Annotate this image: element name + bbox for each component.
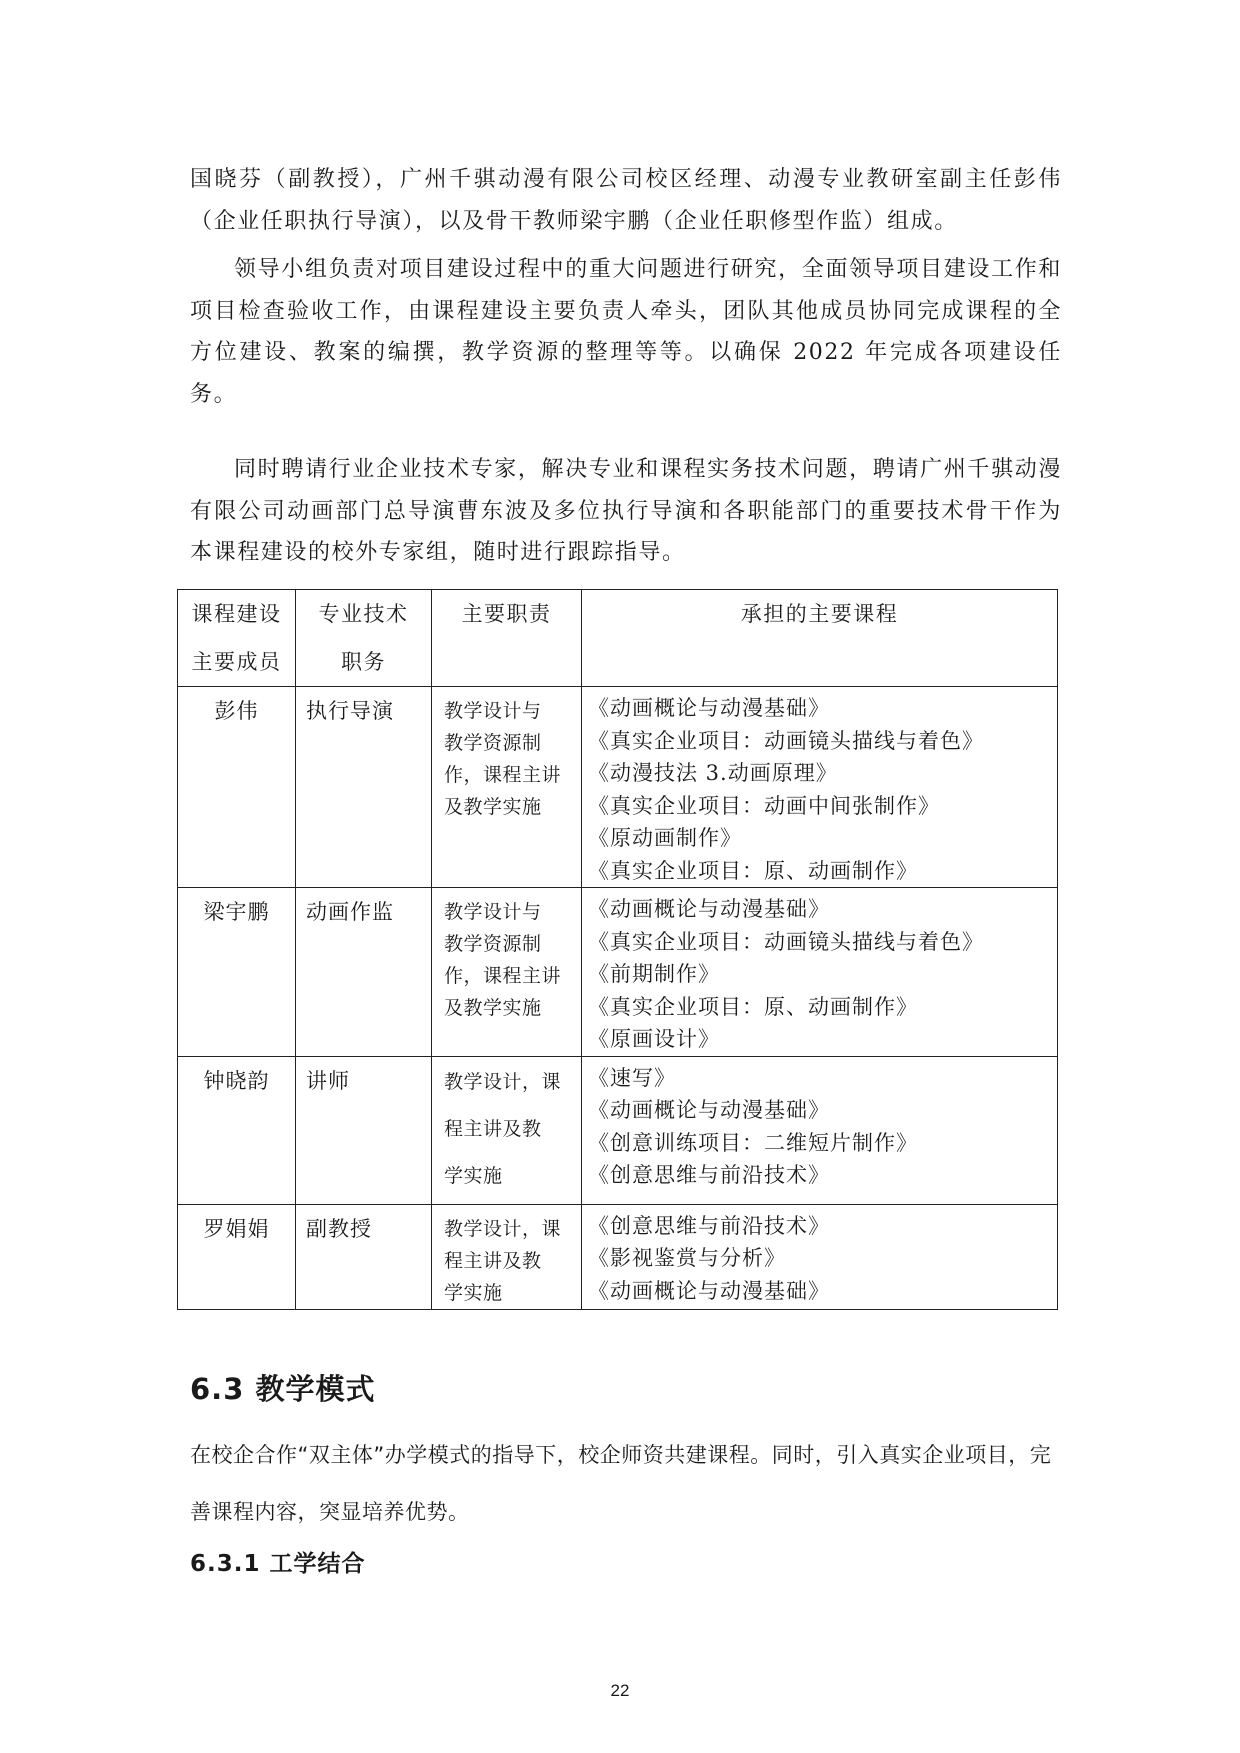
member-name: 梁宇鹏 (178, 888, 296, 1057)
member-name: 彭伟 (178, 687, 296, 888)
member-title: 副教授 (296, 1204, 432, 1309)
member-title: 动画作监 (296, 888, 432, 1057)
page-number: 22 (610, 1681, 630, 1700)
member-duty: 教学设计与 教学资源制 作，课程主讲 及教学实施 (432, 888, 582, 1057)
member-name: 罗娟娟 (178, 1204, 296, 1309)
table-header-row (178, 590, 1058, 687)
member-courses: 《动画概论与动漫基础》 《真实企业项目：动画镜头描线与着色》 《动漫技法 3.动画原理》 《真实企业项目：动画中间张制作》 《原动画制作》 《真实企业项目：原、动画制作》 (582, 687, 1058, 888)
member-courses: 《速写》 《动画概论与动漫基础》 《创意训练项目：二维短片制作》 《创意思维与前沿技术》 (582, 1056, 1058, 1204)
subsection-heading: 6.3.1 工学结合 (190, 1551, 366, 1577)
header-duty: 主要职责 (432, 590, 582, 687)
body-paragraph-3: 同时聘请行业企业技术专家，解决专业和课程实务技术问题，聘请广州千骐动漫有限公司动画部门总导演曹东波及多位执行导演和各职能部门的重要技术骨干作为本课程建设的校外专家组，随时进行跟踪指导。 (190, 457, 1062, 565)
table-row (178, 888, 1058, 1057)
member-title: 讲师 (296, 1056, 432, 1204)
member-name: 钟晓韵 (178, 1056, 296, 1204)
section-paragraph: 在校企合作“双主体”办学模式的指导下，校企师资共建课程。同时，引入真实企业项目，完善课程内容，突显培养优势。 (190, 1443, 1052, 1524)
header-courses: 承担的主要课程 (582, 590, 1058, 687)
body-paragraph-2: 领导小组负责对项目建设过程中的重大问题进行研究，全面领导项目建设工作和项目检查验收工作，由课程建设主要负责人牵头，团队其他成员协同完成课程的全方位建设、教案的编撰，教学资源的整理等等。以确保 2022 年完成各项建设任务。 (190, 257, 1062, 407)
member-duty: 教学设计，课 程主讲及教 学实施 (432, 1056, 582, 1204)
member-courses: 《动画概论与动漫基础》 《真实企业项目：动画镜头描线与着色》 《前期制作》 《真实企业项目：原、动画制作》 《原画设计》 (582, 888, 1058, 1057)
member-courses: 《创意思维与前沿技术》 《影视鉴赏与分析》 《动画概论与动漫基础》 (582, 1204, 1058, 1309)
section-heading: 6.3 教学模式 (190, 1372, 376, 1406)
member-duty: 教学设计与 教学资源制 作，课程主讲 及教学实施 (432, 687, 582, 888)
member-title: 执行导演 (296, 687, 432, 888)
body-paragraph-1: 国晓芬（副教授），广州千骐动漫有限公司校区经理、动漫专业教研室副主任彭伟（企业任职执行导演），以及骨干教师梁宇鹏（企业任职修型作监）组成。 (190, 167, 1062, 234)
header-member: 课程建设 主要成员 (178, 590, 296, 687)
table-row (178, 687, 1058, 888)
header-title: 专业技术 职务 (296, 590, 432, 687)
member-duty: 教学设计，课 程主讲及教 学实施 (432, 1204, 582, 1309)
table-row (178, 1204, 1058, 1309)
table-row (178, 1056, 1058, 1204)
team-members-table (177, 589, 1058, 1310)
